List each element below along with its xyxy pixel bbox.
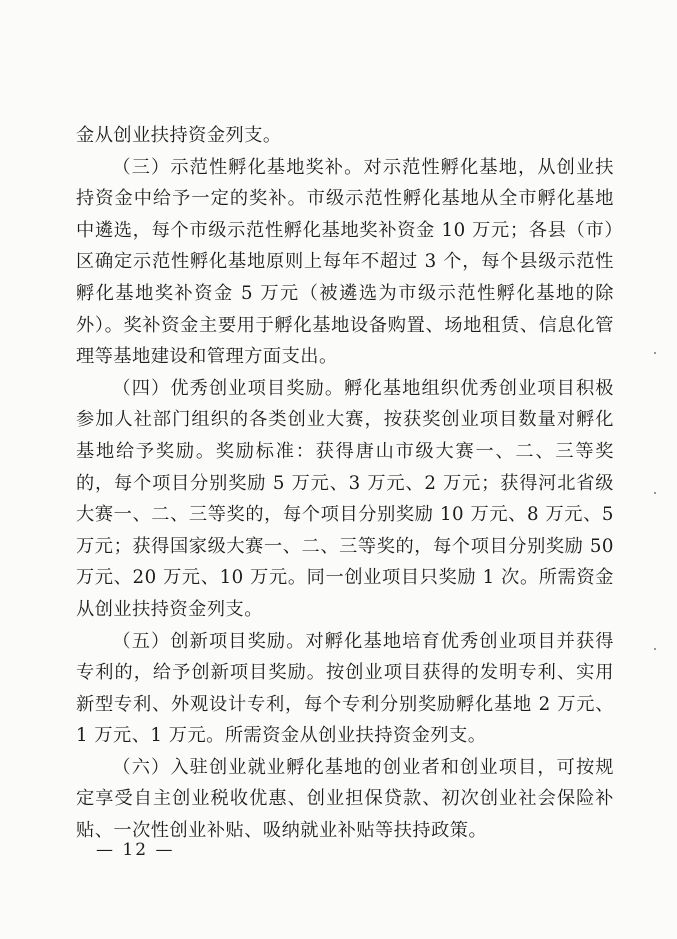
- paragraph-continuation: 金从创业扶持资金列支。: [76, 125, 282, 146]
- scan-speck: [654, 492, 656, 494]
- paragraph-support-policies: （六）入驻创业就业孵化基地的创业者和创业项目，可按规定享受自主创业税收优惠、创业担保贷款、初次创业社会保险补贴、一次性创业补贴、吸纳就业补贴等扶持政策。: [76, 756, 614, 842]
- scan-speck: [654, 352, 656, 354]
- paragraph-excellent-project-award: （四）优秀创业项目奖励。孵化基地组织优秀创业项目积极参加人社部门组织的各类创业大赛，按获奖创业项目数量对孵化基地给予奖励。奖励标准：获得唐山市级大赛一、二、三等奖的，每个项目分别奖励 5 万元、3 万元、2 万元；获得河北省级大赛一、二、三等奖的，每个项目分别奖励 10 万元、8 万元、5 万元；获得国家级大赛一、二、三等奖的，每个项目分别奖励 50 万元、20 万元、10 万元。同一创业项目只奖励 1 次。所需资金从创业扶持资金列支。: [76, 377, 614, 620]
- scan-speck: [654, 648, 656, 650]
- paragraph-demonstration-base-subsidy: （三）示范性孵化基地奖补。对示范性孵化基地，从创业扶持资金中给予一定的奖补。市级示范性孵化基地从全市孵化基地中遴选，每个市级示范性孵化基地奖补资金 10 万元；各县（市）区确定示范性孵化基地原则上每年不超过 3 个，每个县级示范性孵化基地奖补资金 5 万元（被遴选为市级示范性孵化基地的除外）。奖补资金主要用于孵化基地设备购置、场地租赁、信息化管理等基地建设和管理方面支出。: [76, 156, 614, 368]
- body-text: [76, 120, 614, 847]
- paragraph-innovation-project-award: （五）创新项目奖励。对孵化基地培育优秀创业项目并获得专利的，给予创新项目奖励。按创业项目获得的发明专利、实用新型专利、外观设计专利，每个专利分别奖励孵化基地 2 万元、1 万元、1 万元。所需资金从创业扶持资金列支。: [76, 630, 614, 747]
- page-number: — 12 —: [96, 840, 175, 860]
